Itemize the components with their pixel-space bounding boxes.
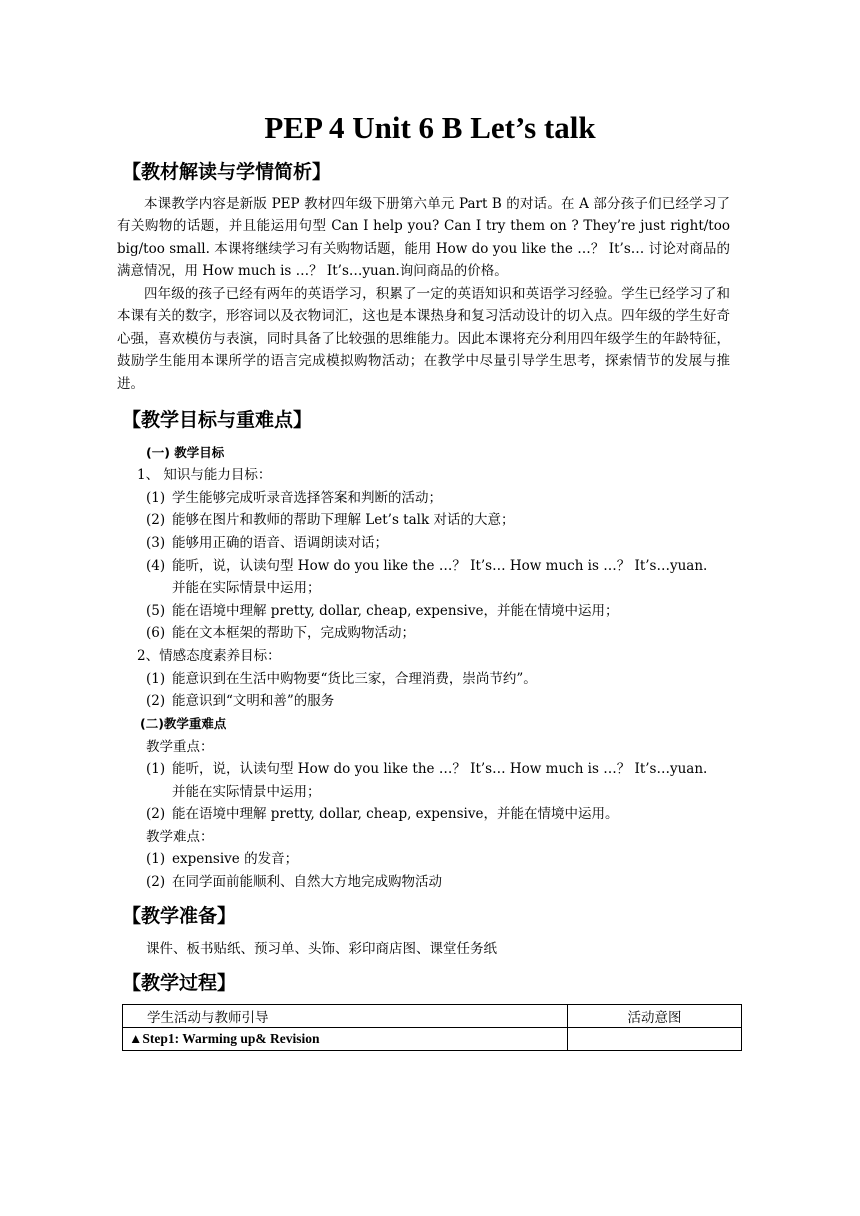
list-item <box>146 803 618 825</box>
process-table <box>122 1004 742 1051</box>
item-number: (5) <box>146 603 166 619</box>
item-text: 并能在实际情景中运用； <box>172 580 321 596</box>
table-header-cell: 活动意图 <box>568 1005 742 1028</box>
item-number: (2) <box>146 693 166 709</box>
item-number: (3) <box>146 535 166 551</box>
table-cell: ▲Step1: Warming up& Revision <box>123 1028 568 1051</box>
list-item <box>146 555 707 577</box>
table-cell <box>568 1028 742 1051</box>
table-row <box>123 1028 742 1051</box>
table-header-cell: 学生活动与教师引导 <box>123 1005 568 1028</box>
item-text: 能在语境中理解 pretty, dollar, cheap, expensive，并能在情境中运用。 <box>172 806 619 822</box>
item-number: (1) <box>146 851 166 867</box>
objectives-subheading-2: (二)教学重难点 <box>140 716 227 731</box>
item-text: 能在文本框架的帮助下，完成购物活动； <box>172 625 415 641</box>
emotion-title: 2、情感态度素养目标： <box>137 648 281 664</box>
difficulty-title: 教学难点： <box>146 829 214 845</box>
item-text: 能听，说，认读句型 How do you like the …？ It’s… How much is …？ It’s…yuan. <box>172 558 708 574</box>
knowledge-title: 1、 知识与能力目标： <box>137 467 272 483</box>
item-text: 能在语境中理解 pretty, dollar, cheap, expensive，并能在情境中运用； <box>172 603 619 619</box>
item-number: (1) <box>146 490 166 506</box>
list-item <box>146 600 618 622</box>
item-text: 能够在图片和教师的帮助下理解 Let’s talk 对话的大意； <box>172 512 515 528</box>
item-text: 能够用正确的语音、语调朗读对话； <box>172 535 388 551</box>
item-number: (1) <box>146 671 166 687</box>
item-number: (4) <box>146 558 166 574</box>
table-header-row <box>123 1005 742 1028</box>
list-item <box>146 668 537 690</box>
item-number: (2) <box>146 806 166 822</box>
list-item-continuation <box>172 577 321 599</box>
section-heading-objectives: 【教学目标与重难点】 <box>122 409 313 431</box>
analysis-paragraph-1: 本课教学内容是新版 PEP 教材四年级下册第六单元 Part B 的对话。在 A 部分孩子们已经学习了有关购物的话题，并且能运用句型 Can I help you? Can I try them on ? They’re just right/too big/too small. 本课将继续学习有关购物话题，能用 How do you like the …？ It’s… 讨论对商品的满意情况，用 How much is …？ It’s…yuan.询问商品的价格。 <box>117 196 730 280</box>
list-item <box>146 758 707 780</box>
item-number: (2) <box>146 512 166 528</box>
focus-title: 教学重点： <box>146 739 214 755</box>
list-item <box>146 848 298 870</box>
item-text: 在同学面前能顺利、自然大方地完成购物活动 <box>172 874 442 890</box>
list-item-continuation <box>172 781 321 803</box>
list-item <box>146 622 415 644</box>
item-number: (2) <box>146 874 166 890</box>
list-item <box>146 509 514 531</box>
section-heading-process: 【教学过程】 <box>122 972 237 994</box>
item-number: (6) <box>146 625 166 641</box>
item-text: 能意识到在生活中购物要“货比三家，合理消费，崇尚节约”。 <box>172 671 537 687</box>
prep-text: 课件、板书贴纸、预习单、头饰、彩印商店图、课堂任务纸 <box>146 941 497 957</box>
item-text: expensive 的发音； <box>172 851 299 867</box>
item-text: 学生能够完成听录音选择答案和判断的活动； <box>172 490 442 506</box>
item-text: 能意识到“文明和善”的服务 <box>172 693 335 709</box>
list-item <box>146 532 388 554</box>
list-item <box>146 871 442 893</box>
list-item <box>146 690 334 712</box>
objectives-subheading-1: (一) 教学目标 <box>146 445 225 460</box>
item-text: 能听，说，认读句型 How do you like the …？ It’s… How much is …？ It’s…yuan. <box>172 761 708 777</box>
item-number: (1) <box>146 761 166 777</box>
document-title: PEP 4 Unit 6 B Let’s talk <box>264 110 596 145</box>
section-heading-prep: 【教学准备】 <box>122 905 237 927</box>
item-text: 并能在实际情景中运用； <box>172 784 321 800</box>
analysis-paragraph-2: 四年级的孩子已经有两年的英语学习，积累了一定的英语知识和英语学习经验。学生已经学习了和本课有关的数字，形容词以及衣物词汇，这也是本课热身和复习活动设计的切入点。四年级的学生好奇心强，喜欢模仿与表演，同时具备了比较强的思维能力。因此本课将充分利用四年级学生的年龄特征，鼓励学生能用本课所学的语言完成模拟购物活动；在教学中尽量引导学生思考，探索情节的发展与推进。 <box>117 286 730 392</box>
list-item <box>146 487 442 509</box>
section-heading-analysis: 【教材解读与学情简析】 <box>122 161 332 183</box>
